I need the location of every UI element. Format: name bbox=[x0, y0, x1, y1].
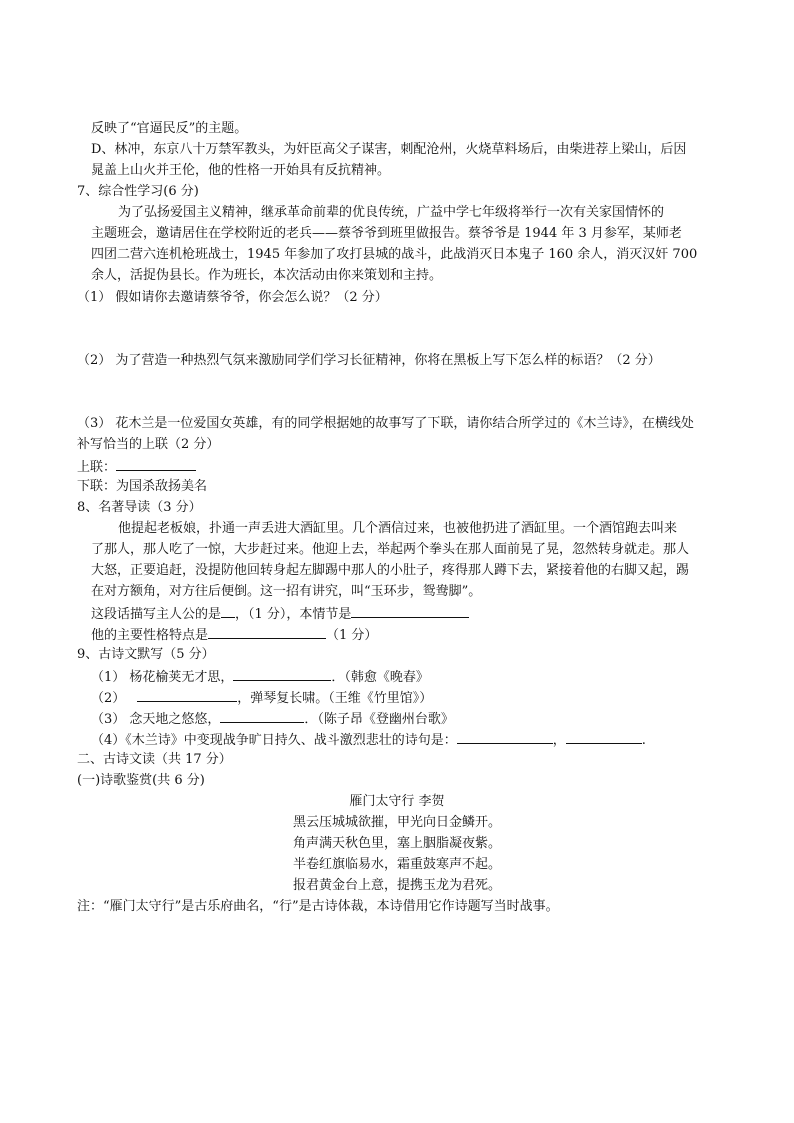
section8-question1 bbox=[91, 604, 469, 624]
recite-blank-3[interactable] bbox=[220, 709, 304, 723]
section7-heading: 7、综合性学习(6 分) bbox=[77, 184, 199, 199]
character-trait-blank[interactable] bbox=[208, 625, 326, 639]
recite-item-2-prefix: （2） bbox=[91, 691, 126, 706]
section7-para-line4: 余人，活捉伪县长。作为班长，本次活动由你来策划和主持。 bbox=[91, 268, 443, 283]
poem-title: 雁门太守行 李贺 bbox=[349, 794, 445, 809]
recite-item-1-source: ．（韩愈《晚春》 bbox=[331, 670, 429, 685]
recite-item-4-period: . bbox=[641, 733, 646, 748]
section9-heading: 9、古诗文默写（5 分） bbox=[77, 647, 215, 662]
section8-para-line1: 他提起老板娘，扑通一声丢进大酒缸里。几个酒信过来，也被他扔进了酒缸里。一个酒馆跑去叫来 bbox=[118, 521, 678, 536]
recite-item-1 bbox=[91, 667, 429, 687]
recite-item-2 bbox=[91, 688, 432, 708]
question-7-3-line1: （3） 花木兰是一位爱国女英雄，有的同学根据她的故事写了下联，请你结合所学过的《木兰诗》，在横线处 bbox=[77, 416, 694, 431]
section7-para-line1: 为了弘扬爱国主义精神，继承革命前辈的优良传统，广益中学七年级将举行一次有关家国情怀的 bbox=[118, 205, 665, 220]
section8-question2-score: （1 分） bbox=[326, 628, 378, 643]
section8-para-line4: 在对方额角，对方往后便倒。这一招有讲究，叫“玉环步，鸳鸯脚”。 bbox=[91, 584, 482, 599]
poetry-appreciation-heading: (一)诗歌鉴赏(共 6 分) bbox=[77, 773, 205, 788]
poem-line-2: 角声满天秋色里，塞上胭脂凝夜紫。 bbox=[292, 836, 501, 851]
upper-couplet-blank[interactable] bbox=[116, 457, 196, 471]
section8-question2-prefix: 他的主要性格特点是 bbox=[91, 628, 209, 643]
section8-question1-middle: ，（1 分），本情节是 bbox=[235, 607, 352, 622]
section8-para-line2: 了那人，那人吃了一惊，大步赶过来。他迎上去，举起两个拳头在那人面前晃了晃，忽然转身就走。那人 bbox=[91, 542, 690, 557]
option-c-continuation: 反映了“官逼民反”的主题。 bbox=[91, 121, 248, 136]
recite-blank-2[interactable] bbox=[137, 688, 237, 702]
question-7-1: （1） 假如请你去邀请蔡爷爷，你会怎么说？（2 分） bbox=[77, 290, 388, 305]
option-d-line1: D、林冲，东京八十万禁军教头，为奸臣高父子谋害，刺配沧州，火烧草料场后，由柴进荐上梁山，后因 bbox=[91, 142, 687, 157]
recite-item-3 bbox=[91, 709, 454, 729]
poem-line-4: 报君黄金台上意，提携玉龙为君死。 bbox=[292, 878, 501, 893]
recite-blank-4a[interactable] bbox=[457, 730, 553, 744]
recite-item-4 bbox=[91, 730, 646, 750]
option-d-line2: 晁盖上山火并王伦，他的性格一开始具有反抗精神。 bbox=[91, 163, 391, 178]
poem-line-1: 黑云压城城欲摧，甲光向日金鳞开。 bbox=[292, 815, 501, 830]
recite-item-4-comma: ， bbox=[552, 733, 566, 748]
question-7-3-line2: 补写恰当的上联（2 分） bbox=[77, 437, 220, 452]
upper-couplet-label: 上联： bbox=[77, 460, 117, 475]
protagonist-blank[interactable] bbox=[221, 604, 235, 618]
poem-line-3: 半卷红旗临易水，霜重鼓寒声不起。 bbox=[292, 857, 501, 872]
upper-couplet-row bbox=[77, 457, 196, 477]
plot-blank[interactable] bbox=[351, 604, 469, 618]
recite-item-1-prefix: （1） 杨花榆荚无才思， bbox=[91, 670, 234, 685]
section8-para-line3: 大怒，正要追赶，没提防他回转身起左脚踢中那人的小肚子，疼得那人蹲下去，紧接着他的右脚又起，踢 bbox=[91, 563, 690, 578]
section7-para-line2: 主题班会，邀请居住在学校附近的老兵——蔡爷爷到班里做报告。蔡爷爷是 1944 年 3 月参军，某师老 bbox=[91, 226, 682, 241]
recite-blank-4b[interactable] bbox=[566, 730, 642, 744]
section8-heading: 8、名著导读（3 分） bbox=[77, 500, 202, 515]
question-7-2: （2） 为了营造一种热烈气氛来激励同学们学习长征精神，你将在黑板上写下怎么样的标语？（2 分） bbox=[77, 353, 661, 368]
recite-item-2-source: ，弹琴复长啸。（王维《竹里馆》） bbox=[237, 691, 433, 706]
recite-item-4-prefix: （4）《木兰诗》中变现战争旷日持久、战斗激烈悲壮的诗句是： bbox=[91, 733, 457, 748]
section8-question1-prefix: 这段话描写主人公的是 bbox=[91, 607, 222, 622]
poem-note: 注：“雁门太守行”是古乐府曲名，“行”是古诗体裁，本诗借用它作诗题写当时战事。 bbox=[77, 899, 559, 914]
recite-item-3-prefix: （3） 念天地之悠悠， bbox=[91, 712, 221, 727]
section8-question2 bbox=[91, 625, 377, 645]
section7-para-line3: 四团二营六连机枪班战士，1945 年参加了攻打县城的战斗，此战消灭日本鬼子 160 余人，消灭汉奸 700 bbox=[91, 247, 698, 262]
recite-item-3-source: ．（陈子昂《登幽州台歌》 bbox=[304, 712, 454, 727]
recite-blank-1[interactable] bbox=[233, 667, 331, 681]
lower-couplet: 下联：为国杀敌扬美名 bbox=[77, 479, 208, 494]
part2-heading: 二、古诗文读（共 17 分） bbox=[77, 752, 232, 767]
